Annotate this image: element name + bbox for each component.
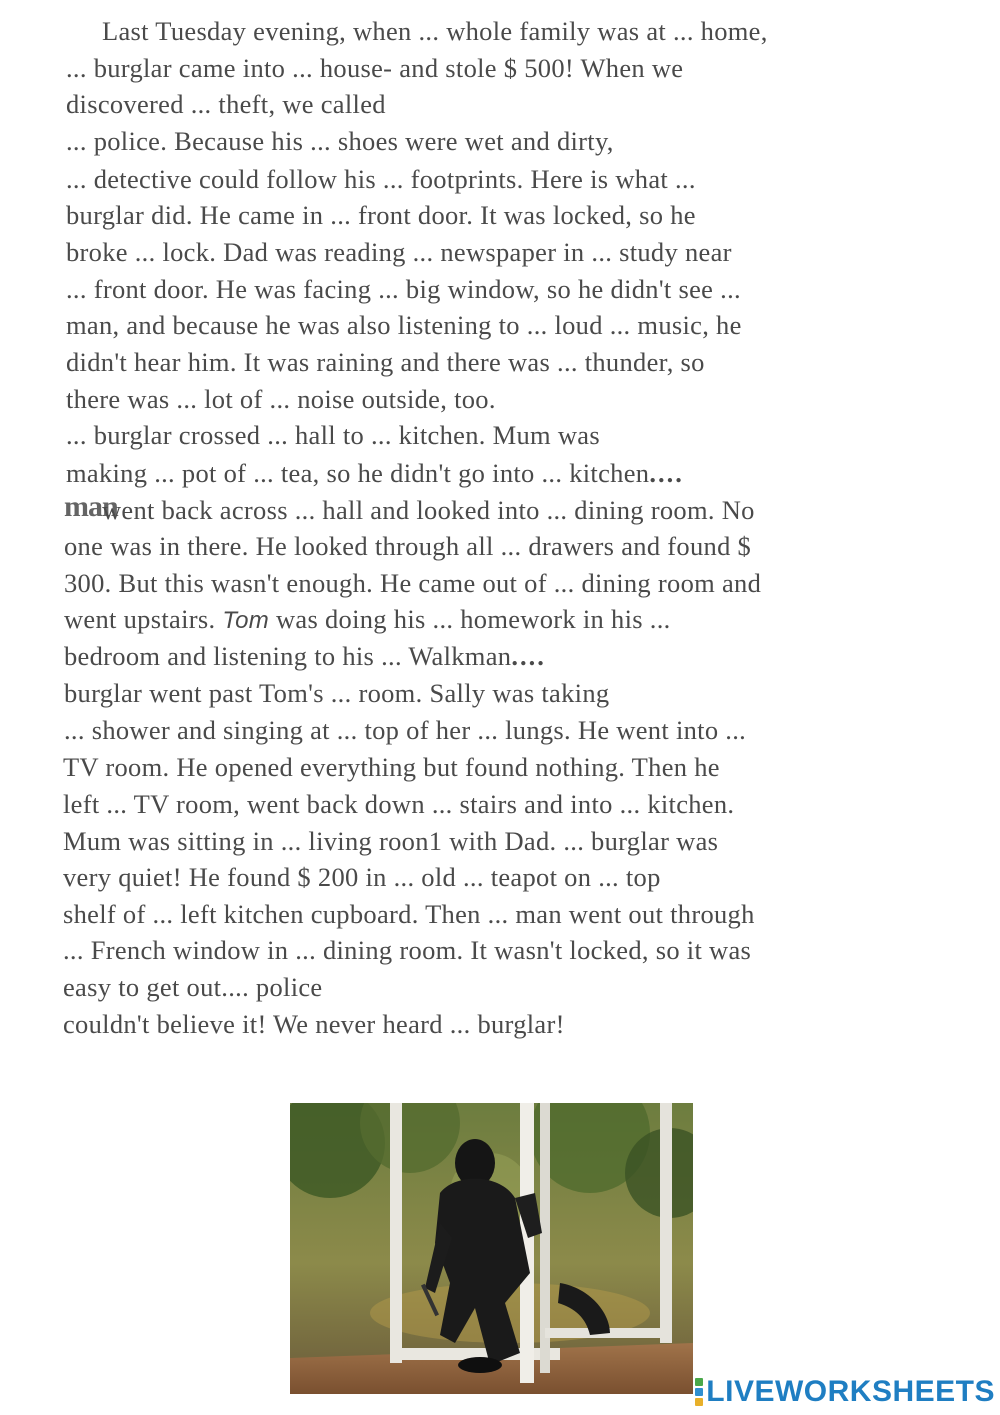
story-line-text: bedroom and listening to his ... Walkman bbox=[64, 641, 512, 671]
story-line: Last Tuesday evening, when ... whole family was at ... home, bbox=[102, 16, 768, 46]
story-line-italic: Tom bbox=[222, 607, 270, 634]
story-line: couldn't believe it! We never heard ... burglar! bbox=[63, 1009, 565, 1039]
story-line-text: making ... pot of ... tea, so he didn't go into ... kitchen bbox=[66, 458, 650, 488]
story-line bbox=[64, 638, 546, 674]
burglar-photo bbox=[290, 1103, 693, 1394]
story-line bbox=[64, 601, 671, 639]
story-line: man, and because he was also listening to ... loud ... music, he bbox=[66, 310, 742, 340]
story-line: one was in there. He looked through all ... drawers and found $ bbox=[64, 531, 752, 561]
story-line-dots: .... bbox=[649, 458, 684, 488]
story-line: broke ... lock. Dad was reading ... newspaper in ... study near bbox=[66, 237, 732, 267]
story-line: 300. But this wasn't enough. He came out of ... dining room and bbox=[64, 568, 762, 598]
story-line bbox=[66, 455, 684, 491]
story-line: ... burglar crossed ... hall to ... kitchen. Mum was bbox=[66, 420, 600, 450]
logo-bar-icon bbox=[695, 1398, 703, 1406]
story-line: ... burglar came into ... house- and stole $ 500! When we bbox=[66, 53, 684, 83]
story-line: very quiet! He found $ 200 in ... old ... teapot on ... top bbox=[63, 862, 661, 892]
story-line: Mum was sitting in ... living roon1 with Dad. ... burglar was bbox=[63, 826, 719, 856]
story-line bbox=[64, 492, 755, 528]
story-line: easy to get out.... police bbox=[63, 972, 323, 1002]
story-line-text: went back across ... hall and looked into ... dining room. No bbox=[102, 495, 755, 525]
story-line: ... French window in ... dining room. It wasn't locked, so it was bbox=[63, 935, 752, 965]
liveworksheets-wordmark: LIVEWORKSHEETS bbox=[706, 1375, 995, 1408]
story-line: shelf of ... left kitchen cupboard. Then ... man went out through bbox=[63, 899, 755, 929]
liveworksheets-icon bbox=[695, 1378, 703, 1406]
story-line-text: was doing his ... homework in his ... bbox=[269, 604, 671, 634]
story-line: ... shower and singing at ... top of her ... lungs. He went into ... bbox=[64, 715, 747, 745]
story-line: ... front door. He was facing ... big window, so he didn't see ... bbox=[66, 274, 741, 304]
story-line: ... police. Because his ... shoes were wet and dirty, bbox=[66, 126, 614, 156]
logo-bar-icon bbox=[695, 1388, 703, 1396]
overlapping-word: man bbox=[64, 490, 118, 523]
story-line-dots: .... bbox=[511, 641, 546, 671]
liveworksheets-logo bbox=[695, 1375, 995, 1409]
logo-bar-icon bbox=[695, 1378, 703, 1386]
story-line: burglar went past Tom's ... room. Sally was taking bbox=[64, 678, 610, 708]
story-line: didn't hear him. It was raining and there was ... thunder, so bbox=[66, 347, 705, 377]
story-line: burglar did. He came in ... front door. It was locked, so he bbox=[66, 200, 696, 230]
story-line: ... detective could follow his ... footprints. Here is what ... bbox=[66, 164, 696, 194]
story-line: discovered ... theft, we called bbox=[66, 89, 386, 119]
story-line: left ... TV room, went back down ... stairs and into ... kitchen. bbox=[63, 789, 735, 819]
story-line: TV room. He opened everything but found nothing. Then he bbox=[63, 752, 720, 782]
story-line-text: went upstairs. bbox=[64, 604, 223, 634]
story-line: there was ... lot of ... noise outside, too. bbox=[66, 384, 496, 414]
